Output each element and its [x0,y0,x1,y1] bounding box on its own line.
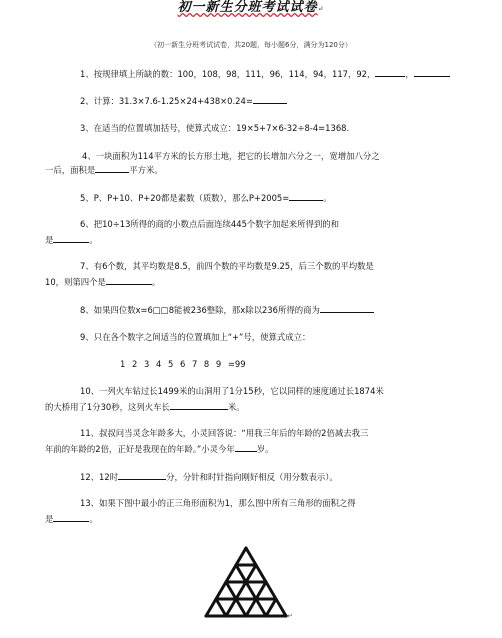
question-9: 9、只在各个数字之间适当的位置填加上“+”号，使算式成立： [80,332,311,342]
question-9-expression: 1 2 3 4 5 6 7 8 9 =99 [120,359,246,369]
answer-blank-6 [53,233,89,243]
question-2: 2、计算：31.3×7.6-1.25×24+438×0.24= [80,94,287,108]
question-10-line-2: 的大桥用了1分30秒，这列火车长 米。 [45,402,245,412]
answer-blank-10 [170,400,228,410]
answer-blank-2 [253,94,287,104]
answer-blank-1a [375,67,405,77]
answer-blank-5 [289,191,323,201]
question-1: 1、按规律填上所缺的数：100，108，98，111，96，114，94，117，92， ， [80,67,450,81]
question-7-line-1: 7、有6个数，其平均数是8.5，前四个数的平均数是9.25，后三个数的平均数是 [80,261,374,271]
question-11-line-2: 年前的年龄的2倍，正好是我现在的年龄。”小灵今年 岁。 [45,444,274,454]
question-11-line-1: 11、叔叔问当灵念年龄多大，小灵回答说：“用我三年后的年龄的2倍减去我三 [80,428,369,438]
question-6-line-2: 是 。 [45,235,98,245]
question-4-line-1: 4、一块面积为114平方米的长方形土地，把它的长增加六分之一，宽增加八分之 [82,151,380,161]
page-title [0,0,502,17]
answer-blank-11 [235,442,257,452]
question-3: 3、在适当的位置填加括号，使算式成立：19×5+7×6-32÷8-4=1368. [80,123,350,133]
title-text: 初一新生分班考试试卷 [177,0,318,15]
answer-blank-1b [414,67,450,77]
question-12: 12、12时 分，分针和时针指向刚好相反（用分数表示）。 [80,472,338,482]
question-10-line-1: 10、一列火车钻过长1499米的山洞用了1分15秒，它以同样的速度通过长1874米 [80,386,384,396]
triangle-grid-svg [204,546,288,618]
subtitle: （初一新生分班考试试卷，共20题，每小题6分，满分为120分） [150,41,352,49]
question-7-line-2: 10，则第四个是 。 [45,277,161,287]
question-4-line-2: 一后，面积是 平方米。 [45,165,163,175]
question-5: 5、P、P+10、P+20都是素数（质数），那么P+2005= 。 [80,193,332,203]
return-mark: ↵ [317,4,325,13]
answer-blank-12 [118,470,166,480]
paragraph-mark: ↵ [287,612,293,620]
triangle-edge [266,599,276,616]
answer-blank-8 [320,303,374,313]
answer-blank-13 [53,512,89,522]
question-6-line-1: 6、把10÷13所得的商的小数点后面连续445个数字加起来所得到的和 [80,219,340,229]
triangle-edge [216,599,226,616]
question-8: 8、如果四位数x=6□□8能被236整除，那x除以236所得的商为 [80,303,374,317]
answer-blank-4 [95,163,129,173]
question-13-line-1: 13、如果下图中最小的正三角形面积为1，那么图中所有三角形的面积之得 [80,498,356,508]
answer-blank-7 [106,275,152,285]
question-13-line-2: 是 。 [45,514,98,524]
triangle-figure [204,546,288,618]
